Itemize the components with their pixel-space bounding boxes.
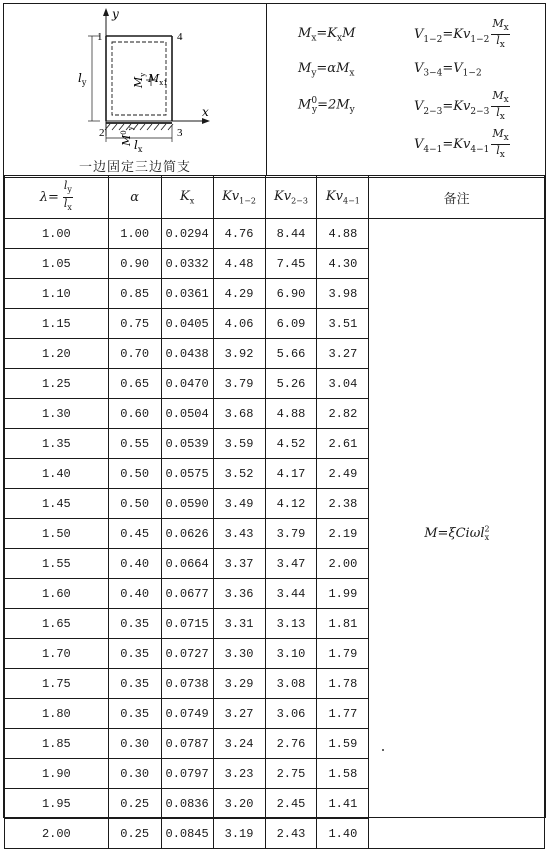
table-cell: 2.61 (317, 429, 369, 459)
table-cell: 1.85 (5, 729, 109, 759)
table-cell: 0.0626 (161, 519, 213, 549)
table-body (5, 219, 545, 849)
table-cell: 0.0738 (161, 669, 213, 699)
table-cell: 0.75 (108, 309, 161, 339)
table-cell: 3.24 (213, 729, 265, 759)
table-cell: 1.58 (317, 759, 369, 789)
table-cell: 1.15 (5, 309, 109, 339)
table-cell: 0.0590 (161, 489, 213, 519)
table-cell: 0.30 (108, 759, 161, 789)
fraction-mx-lx: $\frac{M_x}{l_x}$ (492, 17, 509, 51)
table-cell: 5.26 (265, 369, 317, 399)
table-cell: 4.48 (213, 249, 265, 279)
table-cell: 1.79 (317, 639, 369, 669)
formula-v41: $V_{4-1}=Kv_{4-1}$ $\frac{M_x}{l_x}$ (414, 127, 509, 161)
table-header-row (5, 176, 545, 219)
y-axis-arrow-icon (103, 8, 109, 16)
table-cell: 3.36 (213, 579, 265, 609)
table-cell: 0.0727 (161, 639, 213, 669)
table-cell: 1.55 (5, 549, 109, 579)
table-cell: 0.0787 (161, 729, 213, 759)
table-cell: 0.65 (108, 369, 161, 399)
table-cell: 2.45 (265, 789, 317, 819)
table-cell: 0.25 (108, 789, 161, 819)
table-cell: 3.27 (213, 699, 265, 729)
table-cell: 0.0332 (161, 249, 213, 279)
table-cell: 3.98 (317, 279, 369, 309)
table-cell: 1.25 (5, 369, 109, 399)
table-cell: 3.43 (213, 519, 265, 549)
table-cell: 0.0749 (161, 699, 213, 729)
table-cell: 6.90 (265, 279, 317, 309)
table-cell: 2.00 (317, 549, 369, 579)
table-cell: 3.27 (317, 339, 369, 369)
table-cell: 0.40 (108, 549, 161, 579)
table-cell: 1.59 (317, 729, 369, 759)
table-cell: 0.50 (108, 459, 161, 489)
table-cell: 3.04 (317, 369, 369, 399)
header-lambda: λ= $\frac{l_y}{l_x}$ (5, 176, 109, 219)
table-cell: 5.66 (265, 339, 317, 369)
table-cell: 0.35 (108, 639, 161, 669)
table-cell: 1.45 (5, 489, 109, 519)
formula-v34: $V_{3-4}=V_{1-2}$ (414, 61, 482, 79)
note-formula-cell (369, 219, 545, 849)
table-cell: 0.0575 (161, 459, 213, 489)
table-cell: 7.45 (265, 249, 317, 279)
mx-label: $M_{x1}$ (148, 72, 168, 87)
coefficient-table (4, 175, 545, 849)
table-cell: 1.20 (5, 339, 109, 369)
table-cell: 0.0677 (161, 579, 213, 609)
header-alpha: α (108, 176, 161, 219)
table-cell: 3.59 (213, 429, 265, 459)
table-cell: 3.79 (213, 369, 265, 399)
header-kv23: $Kv_{2-3}$ (265, 176, 317, 219)
table-cell: 0.0715 (161, 609, 213, 639)
table-cell: 8.44 (265, 219, 317, 249)
table-cell: 2.00 (5, 819, 109, 849)
table-cell: 3.52 (213, 459, 265, 489)
ly-label: $l_y$ (78, 71, 87, 87)
table-row (5, 219, 545, 249)
table-cell: 1.35 (5, 429, 109, 459)
table-cell: 0.40 (108, 579, 161, 609)
axis-x-label: x (202, 105, 209, 119)
corner-2-label: 2 (99, 127, 105, 139)
table-cell: 1.75 (5, 669, 109, 699)
table-cell: 4.30 (317, 249, 369, 279)
header-note: 备注 (369, 176, 545, 219)
table-cell: 2.49 (317, 459, 369, 489)
table-cell: 3.44 (265, 579, 317, 609)
table-cell: 0.60 (108, 399, 161, 429)
axis-y-label: y (112, 7, 119, 21)
formulas-panel (266, 4, 546, 176)
header-section (4, 4, 545, 178)
table-cell: 4.12 (265, 489, 317, 519)
table-cell: 3.79 (265, 519, 317, 549)
table-cell: 1.41 (317, 789, 369, 819)
table-cell: 0.35 (108, 609, 161, 639)
table-cell: 0.0539 (161, 429, 213, 459)
table-cell: 3.47 (265, 549, 317, 579)
table-cell: 4.76 (213, 219, 265, 249)
table-cell: 1.40 (5, 459, 109, 489)
table-cell: 2.43 (265, 819, 317, 849)
table-cell: 0.35 (108, 669, 161, 699)
fixed-edge-hatch-icon (105, 124, 173, 130)
table-cell: 2.38 (317, 489, 369, 519)
plate-diagram (64, 6, 244, 156)
table-cell: 4.06 (213, 309, 265, 339)
table-cell: 3.31 (213, 609, 265, 639)
table-cell: 1.65 (5, 609, 109, 639)
diagram-caption: 一边固定三边简支 (78, 160, 191, 175)
corner-3-label: 3 (177, 127, 183, 139)
table-cell: 1.81 (317, 609, 369, 639)
table-cell: 3.30 (213, 639, 265, 669)
formula-my: $M_y=\alpha M_x$ (298, 61, 355, 79)
table-cell: 1.99 (317, 579, 369, 609)
table-cell: 1.30 (5, 399, 109, 429)
formula-my0: $M^0_y=2M_y$ (298, 96, 355, 115)
table-cell: 0.25 (108, 819, 161, 849)
table-cell: 0.0438 (161, 339, 213, 369)
table-cell: 1.10 (5, 279, 109, 309)
table-cell: 1.90 (5, 759, 109, 789)
table-cell: 0.85 (108, 279, 161, 309)
table-cell: 3.29 (213, 669, 265, 699)
table-cell: 0.0294 (161, 219, 213, 249)
table-cell: 3.92 (213, 339, 265, 369)
my0-label: $M^0_y$ (120, 126, 135, 146)
table-cell: 6.09 (265, 309, 317, 339)
table-cell: 3.51 (317, 309, 369, 339)
table-cell: 0.0797 (161, 759, 213, 789)
table-cell: 3.10 (265, 639, 317, 669)
table-cell: 0.0361 (161, 279, 213, 309)
table-cell: 2.19 (317, 519, 369, 549)
table-cell: 0.50 (108, 489, 161, 519)
formula-mx: $M_x=K_xM$ (298, 26, 356, 44)
table-cell: 2.82 (317, 399, 369, 429)
my-label: $M_y$ (132, 72, 147, 88)
table-cell: 0.30 (108, 729, 161, 759)
table-cell: 1.95 (5, 789, 109, 819)
header-kv12: $Kv_{1-2}$ (213, 176, 265, 219)
table-cell: 0.0836 (161, 789, 213, 819)
note-formula: M=ξCiωl$^2_x$ (424, 524, 490, 543)
table-cell: 0.35 (108, 699, 161, 729)
corner-1-label: 1 (97, 31, 103, 43)
table-cell: 3.23 (213, 759, 265, 789)
table-cell: 0.90 (108, 249, 161, 279)
corner-4-label: 4 (177, 31, 183, 43)
formula-v23: $V_{2-3}=Kv_{2-3}$ $\frac{M_x}{l_x}$ (414, 89, 509, 123)
table-cell: 4.88 (265, 399, 317, 429)
lx-label: $l_x$ (134, 138, 143, 154)
table-cell: 1.80 (5, 699, 109, 729)
table-cell: 4.88 (317, 219, 369, 249)
table-cell: 1.05 (5, 249, 109, 279)
table-cell: 0.55 (108, 429, 161, 459)
table-cell: 0.0845 (161, 819, 213, 849)
table-cell: 1.00 (5, 219, 109, 249)
table-cell: 0.70 (108, 339, 161, 369)
table-cell: 4.17 (265, 459, 317, 489)
table-cell: 3.06 (265, 699, 317, 729)
header-kx: $K_x$ (161, 176, 213, 219)
table-cell: 0.0405 (161, 309, 213, 339)
table-cell: 3.37 (213, 549, 265, 579)
table-cell: 3.13 (265, 609, 317, 639)
formula-v12: $V_{1-2}=Kv_{1-2}$ $\frac{M_x}{l_x}$ (414, 17, 509, 51)
table-cell: 1.60 (5, 579, 109, 609)
table-cell: 1.40 (317, 819, 369, 849)
table-cell: 3.20 (213, 789, 265, 819)
header-kv41: $Kv_{4-1}$ (317, 176, 369, 219)
table-cell: 4.29 (213, 279, 265, 309)
stray-dot (382, 749, 384, 751)
table-cell: 1.70 (5, 639, 109, 669)
table-cell: 0.45 (108, 519, 161, 549)
table-cell: 0.0504 (161, 399, 213, 429)
table-cell: 3.19 (213, 819, 265, 849)
table-frame (3, 3, 546, 841)
table-cell: 2.76 (265, 729, 317, 759)
table-cell: 3.08 (265, 669, 317, 699)
table-cell: 1.00 (108, 219, 161, 249)
table-cell: 2.75 (265, 759, 317, 789)
table-cell: 1.78 (317, 669, 369, 699)
table-cell: 1.77 (317, 699, 369, 729)
table-cell: 0.0470 (161, 369, 213, 399)
table-cell: 3.68 (213, 399, 265, 429)
table-cell: 0.0664 (161, 549, 213, 579)
table-cell: 4.52 (265, 429, 317, 459)
table-cell: 1.50 (5, 519, 109, 549)
table-cell: 3.49 (213, 489, 265, 519)
